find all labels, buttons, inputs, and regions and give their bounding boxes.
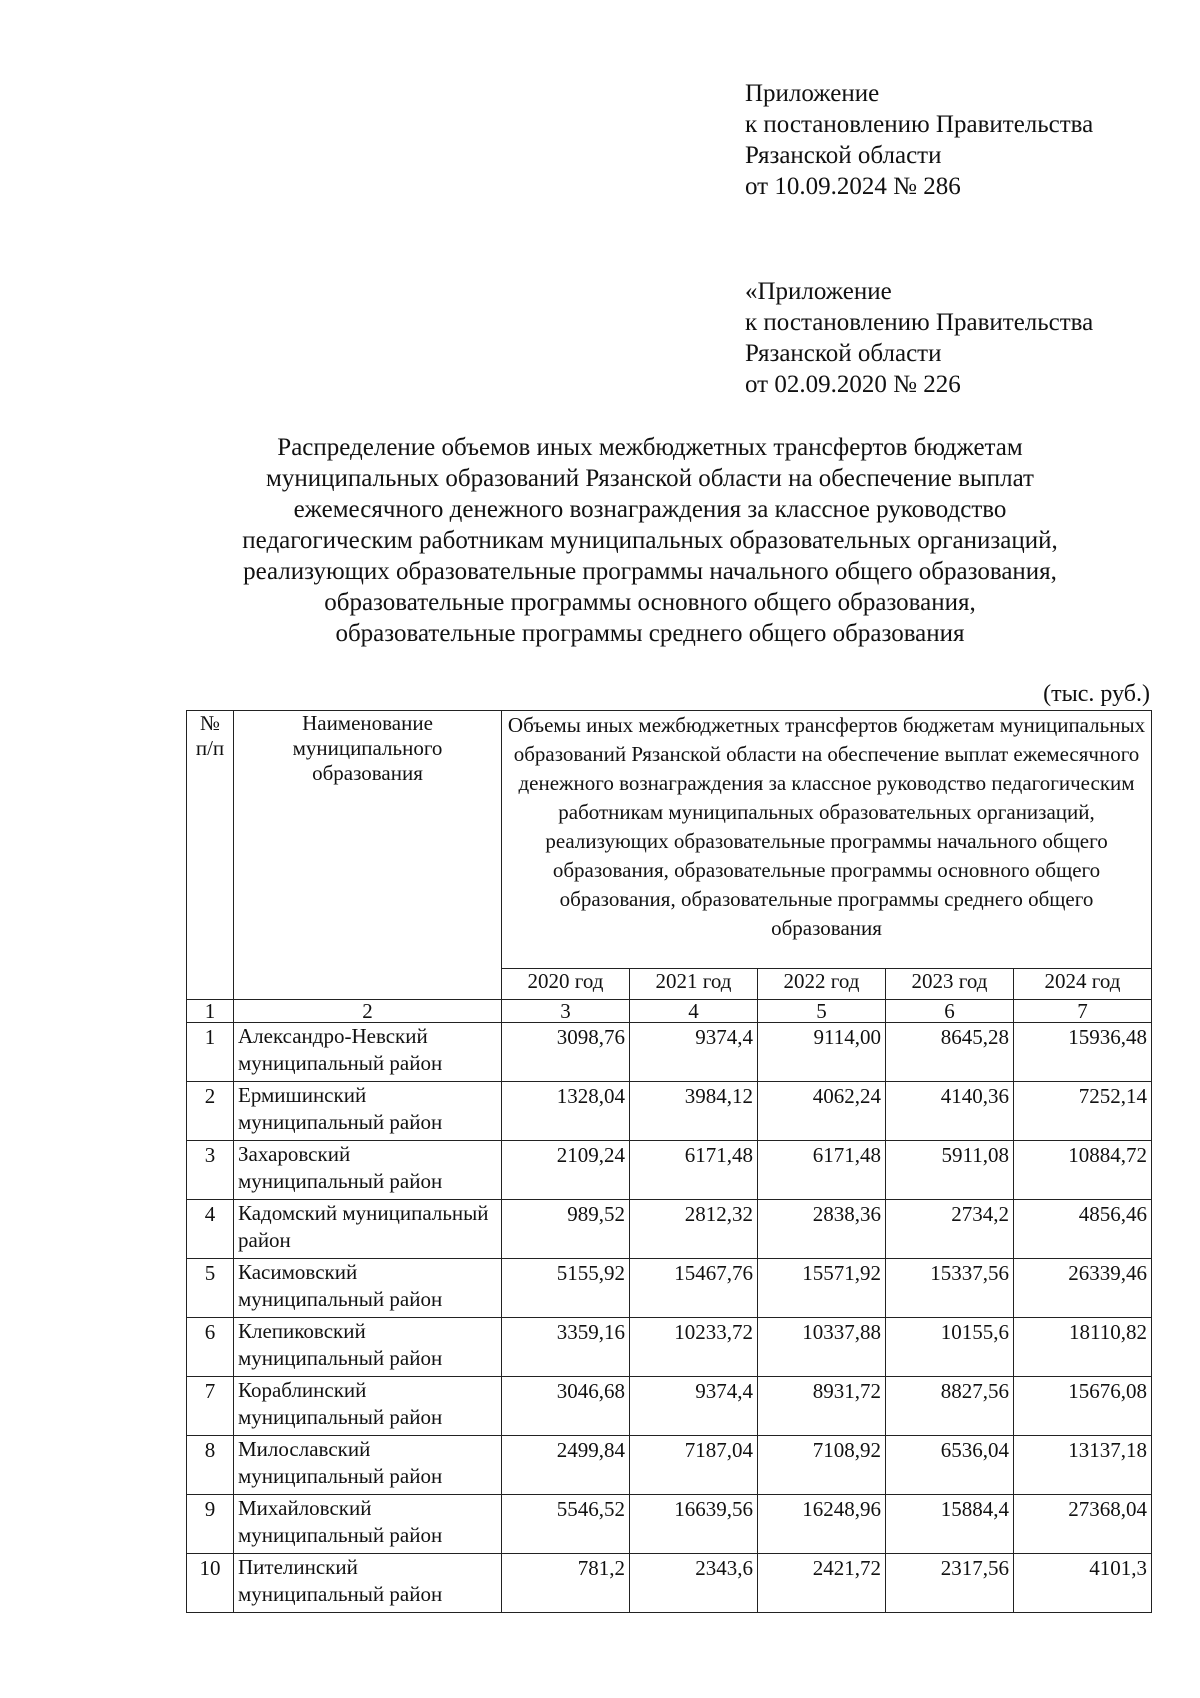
row-value: 6171,48	[630, 1141, 758, 1200]
transfers-table	[186, 710, 1152, 1613]
row-value: 4101,3	[1014, 1554, 1152, 1613]
table-row	[187, 1495, 1152, 1554]
row-number: 2	[187, 1082, 234, 1141]
row-value: 2499,84	[502, 1436, 630, 1495]
row-value: 5155,92	[502, 1259, 630, 1318]
row-value: 18110,82	[1014, 1318, 1152, 1377]
row-municipality: Касимовский муниципальный район	[234, 1259, 502, 1318]
header-municipality: Наименование муниципального образования	[234, 711, 502, 1000]
table-row	[187, 1200, 1152, 1259]
row-value: 8931,72	[758, 1377, 886, 1436]
row-value: 1328,04	[502, 1082, 630, 1141]
row-value: 10884,72	[1014, 1141, 1152, 1200]
row-number: 6	[187, 1318, 234, 1377]
row-value: 27368,04	[1014, 1495, 1152, 1554]
header-transfer-volumes: Объемы иных межбюджетных трансфертов бюджетам муниципальных образований Рязанской области на обеспечение выплат ежемесячного денежного вознаграждения за классное руководство педагогическим работникам муниципальных образовательных организаций, реализующих образовательные программы начального общего образования, образовательные программы основного общего образования, образовательные программы среднего общего образования	[502, 711, 1152, 969]
row-value: 15571,92	[758, 1259, 886, 1318]
row-value: 10155,6	[886, 1318, 1014, 1377]
appendix-header-current	[745, 78, 1093, 202]
column-index: 7	[1014, 1000, 1152, 1023]
row-number: 7	[187, 1377, 234, 1436]
row-value: 10337,88	[758, 1318, 886, 1377]
title-line: муниципальных образований Рязанской области на обеспечение выплат	[266, 465, 1034, 492]
row-value: 2421,72	[758, 1554, 886, 1613]
header-line: Приложение	[745, 80, 880, 107]
table-index-row	[187, 1000, 1152, 1023]
row-value: 2109,24	[502, 1141, 630, 1200]
units-label: (тыс. руб.)	[1043, 681, 1150, 707]
table-row	[187, 1023, 1152, 1082]
row-number: 5	[187, 1259, 234, 1318]
row-municipality: Кораблинский муниципальный район	[234, 1377, 502, 1436]
appendix-header-original	[745, 276, 1093, 400]
row-value: 989,52	[502, 1200, 630, 1259]
document-title	[150, 432, 1150, 649]
header-line: к постановлению Правительства	[745, 111, 1094, 138]
row-municipality: Захаровский муниципальный район	[234, 1141, 502, 1200]
row-municipality: Александро-Невский муниципальный район	[234, 1023, 502, 1082]
header-line: от 10.09.2024 № 286	[745, 173, 961, 200]
row-value: 15337,56	[886, 1259, 1014, 1318]
row-value: 8827,56	[886, 1377, 1014, 1436]
header-year: 2023 год	[886, 969, 1014, 1000]
table-row	[187, 1436, 1152, 1495]
row-value: 3098,76	[502, 1023, 630, 1082]
row-value: 5546,52	[502, 1495, 630, 1554]
header-year: 2021 год	[630, 969, 758, 1000]
row-value: 15676,08	[1014, 1377, 1152, 1436]
table-row	[187, 1554, 1152, 1613]
row-value: 4140,36	[886, 1082, 1014, 1141]
row-value: 2838,36	[758, 1200, 886, 1259]
row-value: 2812,32	[630, 1200, 758, 1259]
table-row	[187, 1259, 1152, 1318]
header-line: «Приложение	[745, 278, 892, 305]
row-value: 10233,72	[630, 1318, 758, 1377]
row-value: 5911,08	[886, 1141, 1014, 1200]
row-value: 6536,04	[886, 1436, 1014, 1495]
row-value: 15936,48	[1014, 1023, 1152, 1082]
row-value: 15884,4	[886, 1495, 1014, 1554]
row-number: 10	[187, 1554, 234, 1613]
table-header-row	[187, 711, 1152, 969]
table-row	[187, 1082, 1152, 1141]
row-municipality: Клепиковский муниципальный район	[234, 1318, 502, 1377]
row-value: 16248,96	[758, 1495, 886, 1554]
row-value: 9374,4	[630, 1023, 758, 1082]
table-row	[187, 1141, 1152, 1200]
row-municipality: Пителинский муниципальный район	[234, 1554, 502, 1613]
row-municipality: Ермишинский муниципальный район	[234, 1082, 502, 1141]
row-value: 781,2	[502, 1554, 630, 1613]
row-value: 9114,00	[758, 1023, 886, 1082]
header-year: 2020 год	[502, 969, 630, 1000]
title-line: образовательные программы среднего общего образования	[335, 620, 965, 647]
row-value: 16639,56	[630, 1495, 758, 1554]
header-line: Рязанской области	[745, 340, 942, 367]
header-year: 2024 год	[1014, 969, 1152, 1000]
column-index: 5	[758, 1000, 886, 1023]
table-row	[187, 1377, 1152, 1436]
row-number: 9	[187, 1495, 234, 1554]
header-number: № п/п	[187, 711, 234, 1000]
row-value: 15467,76	[630, 1259, 758, 1318]
row-value: 13137,18	[1014, 1436, 1152, 1495]
row-municipality: Михайловский муниципальный район	[234, 1495, 502, 1554]
row-value: 26339,46	[1014, 1259, 1152, 1318]
row-value: 3984,12	[630, 1082, 758, 1141]
row-municipality: Кадомский муниципальный район	[234, 1200, 502, 1259]
column-index: 2	[234, 1000, 502, 1023]
row-municipality: Милославский муниципальный район	[234, 1436, 502, 1495]
column-index: 4	[630, 1000, 758, 1023]
row-value: 9374,4	[630, 1377, 758, 1436]
header-line: от 02.09.2020 № 226	[745, 371, 961, 398]
title-line: ежемесячного денежного вознаграждения за классное руководство	[293, 496, 1007, 523]
row-value: 7187,04	[630, 1436, 758, 1495]
row-value: 2734,2	[886, 1200, 1014, 1259]
column-index: 3	[502, 1000, 630, 1023]
title-line: Распределение объемов иных межбюджетных трансфертов бюджетам	[277, 434, 1023, 461]
row-value: 7108,92	[758, 1436, 886, 1495]
row-value: 3046,68	[502, 1377, 630, 1436]
row-value: 7252,14	[1014, 1082, 1152, 1141]
row-value: 6171,48	[758, 1141, 886, 1200]
row-number: 4	[187, 1200, 234, 1259]
title-line: педагогическим работникам муниципальных образовательных организаций,	[242, 527, 1058, 554]
column-index: 1	[187, 1000, 234, 1023]
row-value: 8645,28	[886, 1023, 1014, 1082]
header-line: Рязанской области	[745, 142, 942, 169]
header-year: 2022 год	[758, 969, 886, 1000]
header-line: к постановлению Правительства	[745, 309, 1094, 336]
row-number: 3	[187, 1141, 234, 1200]
row-value: 4062,24	[758, 1082, 886, 1141]
row-value: 2317,56	[886, 1554, 1014, 1613]
column-index: 6	[886, 1000, 1014, 1023]
row-number: 1	[187, 1023, 234, 1082]
row-value: 2343,6	[630, 1554, 758, 1613]
title-line: реализующих образовательные программы начального общего образования,	[243, 558, 1057, 585]
title-line: образовательные программы основного общего образования,	[324, 589, 976, 616]
row-value: 3359,16	[502, 1318, 630, 1377]
table-row	[187, 1318, 1152, 1377]
row-number: 8	[187, 1436, 234, 1495]
row-value: 4856,46	[1014, 1200, 1152, 1259]
